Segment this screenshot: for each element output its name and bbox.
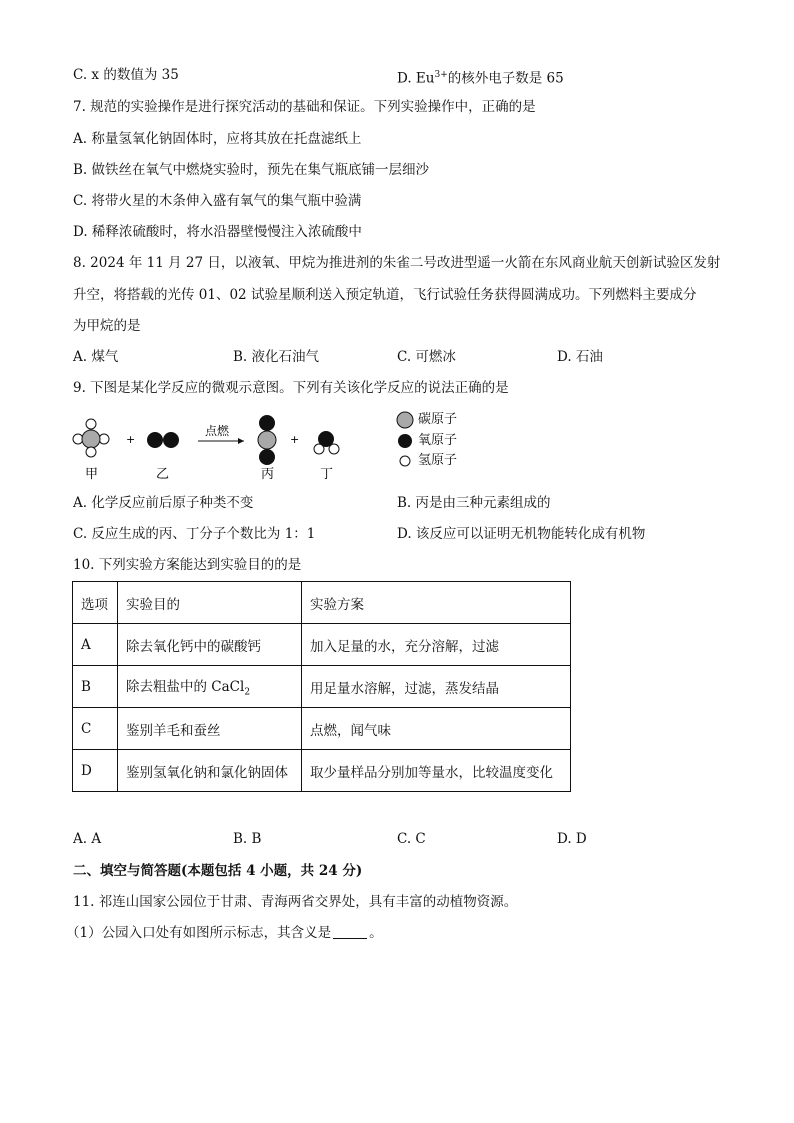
row-option: A: [73, 624, 118, 666]
o-atom: [259, 415, 275, 431]
q7-option-a: A. 称量氢氧化钠固体时，应将其放在托盘滤纸上: [73, 131, 362, 147]
q8-option-d: D. 石油: [557, 349, 603, 365]
q7-stem: 7. 规范的实验操作是进行探究活动的基础和保证。下列实验操作中，正确的是: [73, 99, 536, 115]
row-plan: 加入足量的水，充分溶解，过滤: [302, 624, 571, 666]
q7-option-c: C. 将带火星的木条伸入盛有氧气的集气瓶中验满: [73, 193, 362, 209]
legend-carbon-swatch: [397, 412, 413, 428]
q9-option-d: D. 该反应可以证明无机物能转化成有机物: [397, 526, 646, 542]
q9-option-a: A. 化学反应前后原子种类不变: [73, 495, 254, 511]
q7-option-b: B. 做铁丝在氧气中燃烧实验时，预先在集气瓶底铺一层细沙: [73, 162, 430, 178]
table-header-row: [73, 582, 571, 624]
reaction-arrowhead: [238, 438, 244, 444]
q10-option-d: D. D: [557, 831, 587, 847]
header-option: 选项: [73, 582, 118, 624]
row-purpose: 除去氧化钙中的碳酸钙: [118, 624, 302, 666]
row-purpose: 鉴别羊毛和蚕丝: [118, 708, 302, 750]
h-atom: [314, 444, 324, 454]
table-row: [73, 666, 571, 708]
experiment-table: [72, 581, 571, 792]
row-option: B: [73, 666, 118, 708]
q8-stem-line2: 升空，将搭载的光传 01、02 试验星顺利送入预定轨道，飞行试验任务获得圆满成功。下列燃料主要成分: [73, 287, 697, 303]
q6-option-d: D. $Eu^{3+}$的核外电子数是 65: [397, 70, 564, 87]
h-atom: [86, 447, 96, 457]
row-purpose: 鉴别氢氧化钠和氯化钠固体: [118, 750, 302, 792]
row-option: D: [73, 750, 118, 792]
label-yi: 乙: [156, 467, 170, 482]
molecule-jia: [73, 419, 109, 457]
table-row: [73, 750, 571, 792]
q7-option-d: D. 稀释浓硫酸时，将水沿器壁慢慢注入浓硫酸中: [73, 224, 362, 240]
q8-stem-line1: 8. 2024 年 11 月 27 日，以液氧、甲烷为推进剂的朱雀二号改进型遥一火箭在东风商业航天创新试验区发射: [73, 255, 721, 271]
label-bing: 丙: [261, 467, 275, 482]
c-atom: [82, 430, 100, 448]
label-ding: 丁: [320, 467, 334, 482]
c-atom: [258, 431, 276, 449]
h-atom: [86, 419, 96, 429]
o-atom: [163, 432, 179, 448]
molecule-bing: [258, 415, 276, 465]
row-purpose: 除去粗盐中的 CaCl$_2$: [118, 666, 302, 708]
row-plan: 点燃，闻气味: [302, 708, 571, 750]
q6-option-c: C. x 的数值为 35: [73, 67, 179, 83]
molecule-yi: [147, 432, 179, 448]
q8-option-c: C. 可燃冰: [397, 349, 456, 365]
q10-option-c: C. C: [397, 831, 426, 847]
q10-option-b: B. B: [233, 831, 262, 847]
legend-oxygen-swatch: [398, 434, 412, 448]
header-plan: 实验方案: [302, 582, 571, 624]
plus-sign-1: +: [126, 433, 136, 446]
table-row: [73, 708, 571, 750]
h-atom: [329, 444, 339, 454]
legend-oxygen-label: 氧原子: [418, 433, 458, 448]
q11-sub1: （1）公园入口处有如图所示标志，其含义是 。: [66, 925, 383, 941]
legend-hydrogen-label: 氢原子: [418, 453, 458, 468]
q9-stem: 9. 下图是某化学反应的微观示意图。下列有关该化学反应的说法正确的是: [73, 380, 509, 396]
legend-carbon-label: 碳原子: [418, 412, 458, 427]
row-option: C: [73, 708, 118, 750]
header-purpose: 实验目的: [118, 582, 302, 624]
q10-stem: 10. 下列实验方案能达到实验目的的是: [73, 557, 302, 573]
o-atom: [147, 432, 163, 448]
q9-option-c: C. 反应生成的丙、丁分子个数比为 1：1: [73, 526, 316, 542]
q11-stem: 11. 祁连山国家公园位于甘肃、青海两省交界处，具有丰富的动植物资源。: [73, 894, 518, 910]
row-plan: 取少量样品分别加等量水，比较温度变化: [302, 750, 571, 792]
plus-sign-2: +: [290, 433, 300, 446]
label-jia: 甲: [85, 467, 99, 482]
row-plan: 用足量水溶解，过滤，蒸发结晶: [302, 666, 571, 708]
molecule-ding: [314, 431, 339, 454]
q8-option-a: A. 煤气: [73, 349, 119, 365]
q10-option-a: A. A: [73, 831, 102, 847]
table-row: [73, 624, 571, 666]
q8-option-b: B. 液化石油气: [233, 349, 320, 365]
q9-option-b: B. 丙是由三种元素组成的: [397, 495, 551, 511]
legend-hydrogen-swatch: [400, 456, 410, 466]
o-atom: [259, 449, 275, 465]
reaction-condition: 点燃: [205, 424, 230, 438]
answer-blank[interactable]: [333, 926, 367, 939]
section-heading: 二、填空与简答题(本题包括 4 小题，共 24 分): [73, 863, 363, 879]
q8-stem-line3: 为甲烷的是: [73, 318, 141, 334]
